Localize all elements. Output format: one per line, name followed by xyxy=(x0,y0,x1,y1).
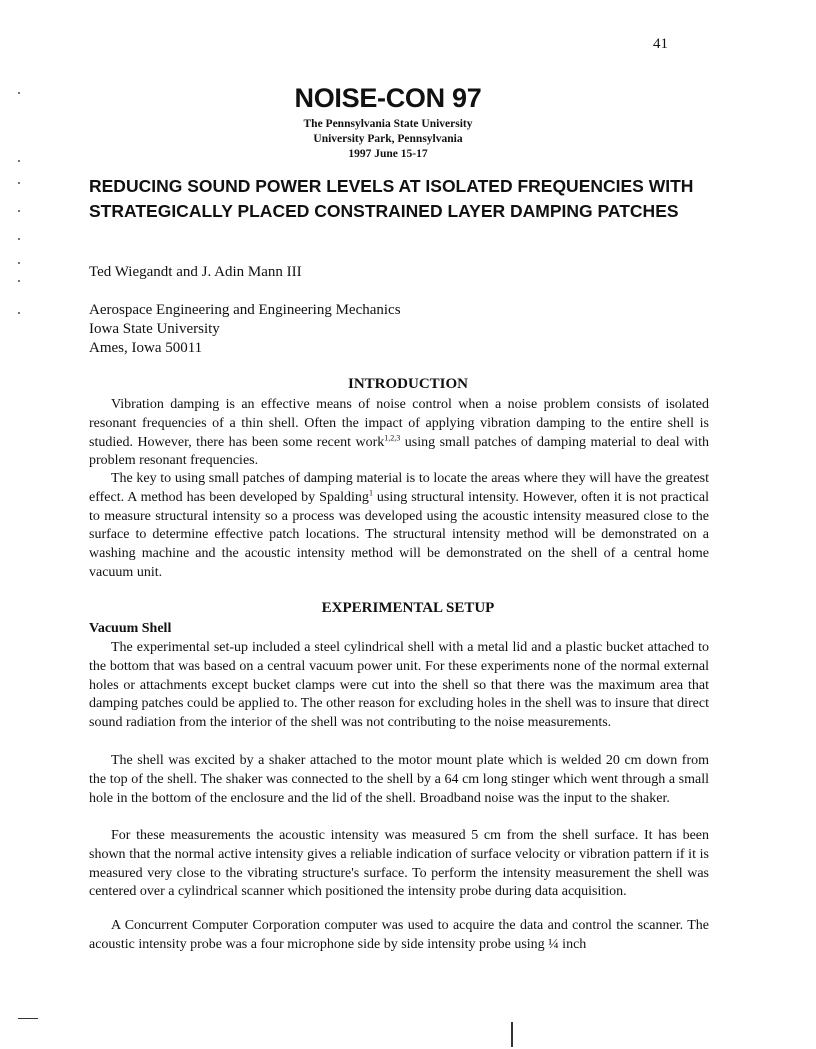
setup-paragraph: For these measurements the acoustic intensity was measured 5 cm from the shell surface. It has been shown that the normal active intensity gives a reliable indication of surface velocity or vibration pattern if it is measured very close to the vibrating structure's surface. To perform the intensity measurement the shell was centered over a cylindrical scanner which positioned the intensity probe during data acquisition. xyxy=(89,828,709,900)
experimental-setup-heading: EXPERIMENTAL SETUP xyxy=(321,600,495,616)
affiliation-line: Aerospace Engineering and Engineering Mechanics xyxy=(89,302,401,318)
scan-mark xyxy=(18,1018,38,1019)
conference-dates: 1997 June 15-17 xyxy=(348,148,428,160)
intro-paragraph xyxy=(89,470,709,583)
setup-paragraph: A Concurrent Computer Corporation computer was used to acquire the data and control the scanner. The acoustic intensity probe was a four microphone side by side intensity probe using ¼ inch xyxy=(89,918,709,952)
citation-superscript: 1,2,3 xyxy=(384,432,401,442)
citation-superscript: 1 xyxy=(368,488,373,498)
affiliation-line: Iowa State University xyxy=(89,321,220,337)
conference-university: The Pennsylvania State University xyxy=(303,118,473,130)
setup-paragraph: The experimental set-up included a steel cylindrical shell with a metal lid and a plastic bucket attached to the bottom that was based on a central vacuum power unit. For these experiments none of the normal external holes or attachments except bucket clamps were cut into the shell so that there was the maximum area that damping patches could be applied to. The other reason for excluding holes in the shell was to insure that direct sound radiation from the interior of the shell was not contributing to the noise measurements. xyxy=(89,640,709,731)
scan-mark xyxy=(18,210,20,212)
scan-mark xyxy=(18,92,20,94)
scan-mark xyxy=(18,160,20,162)
paper-title: REDUCING SOUND POWER LEVELS AT ISOLATED FREQUENCIES WITH STRATEGICALLY PLACED CONSTRAINED LAYER DAMPING PATCHES xyxy=(89,176,694,221)
authors: Ted Wiegandt and J. Adin Mann III xyxy=(89,264,302,280)
vacuum-shell-subheading: Vacuum Shell xyxy=(89,621,172,636)
introduction-heading: INTRODUCTION xyxy=(347,376,468,392)
conference-location: University Park, Pennsylvania xyxy=(313,133,463,145)
page-number: 41 xyxy=(653,36,668,52)
intro-paragraph xyxy=(89,396,709,471)
intro-text: The key to using small patches of damping material is to locate the areas where they will have the greatest effect. A method has been developed by Spalding xyxy=(89,471,709,505)
intro-text: using small patches of damping material to deal with problem resonant frequencies. xyxy=(89,434,710,469)
scan-mark xyxy=(18,262,20,264)
scan-mark xyxy=(18,280,20,282)
setup-paragraph: The shell was excited by a shaker attached to the motor mount plate which is welded 20 cm down from the top of the shell. The shaker was connected to the shell by a 64 cm long stinger which went through a small hole in the bottom of the enclosure and the lid of the shell. Broadband noise was the input to the shaker. xyxy=(89,753,709,806)
scan-mark xyxy=(511,1022,513,1047)
scan-mark xyxy=(18,182,20,184)
conference-title: NOISE-CON 97 xyxy=(294,83,482,113)
scan-mark xyxy=(18,238,20,240)
scan-mark xyxy=(18,312,20,314)
intro-text: using structural intensity. However, often it is not practical to measure structural intensity so a process was developed using the acoustic intensity measured close to the surface to determine effective patch locations. The structural intensity method will be demonstrated on a washing machine and the acoustic intensity method will be demonstrated on the shell of a central home vacuum unit. xyxy=(89,489,709,580)
affiliation-line: Ames, Iowa 50011 xyxy=(89,340,203,356)
intro-text: Vibration damping is an effective means of noise control when a noise problem consists of isolated resonant frequencies of a thin shell. Often the impact of applying vibration damping to the entire shell is studied. However, there has been some recent work xyxy=(89,397,709,450)
